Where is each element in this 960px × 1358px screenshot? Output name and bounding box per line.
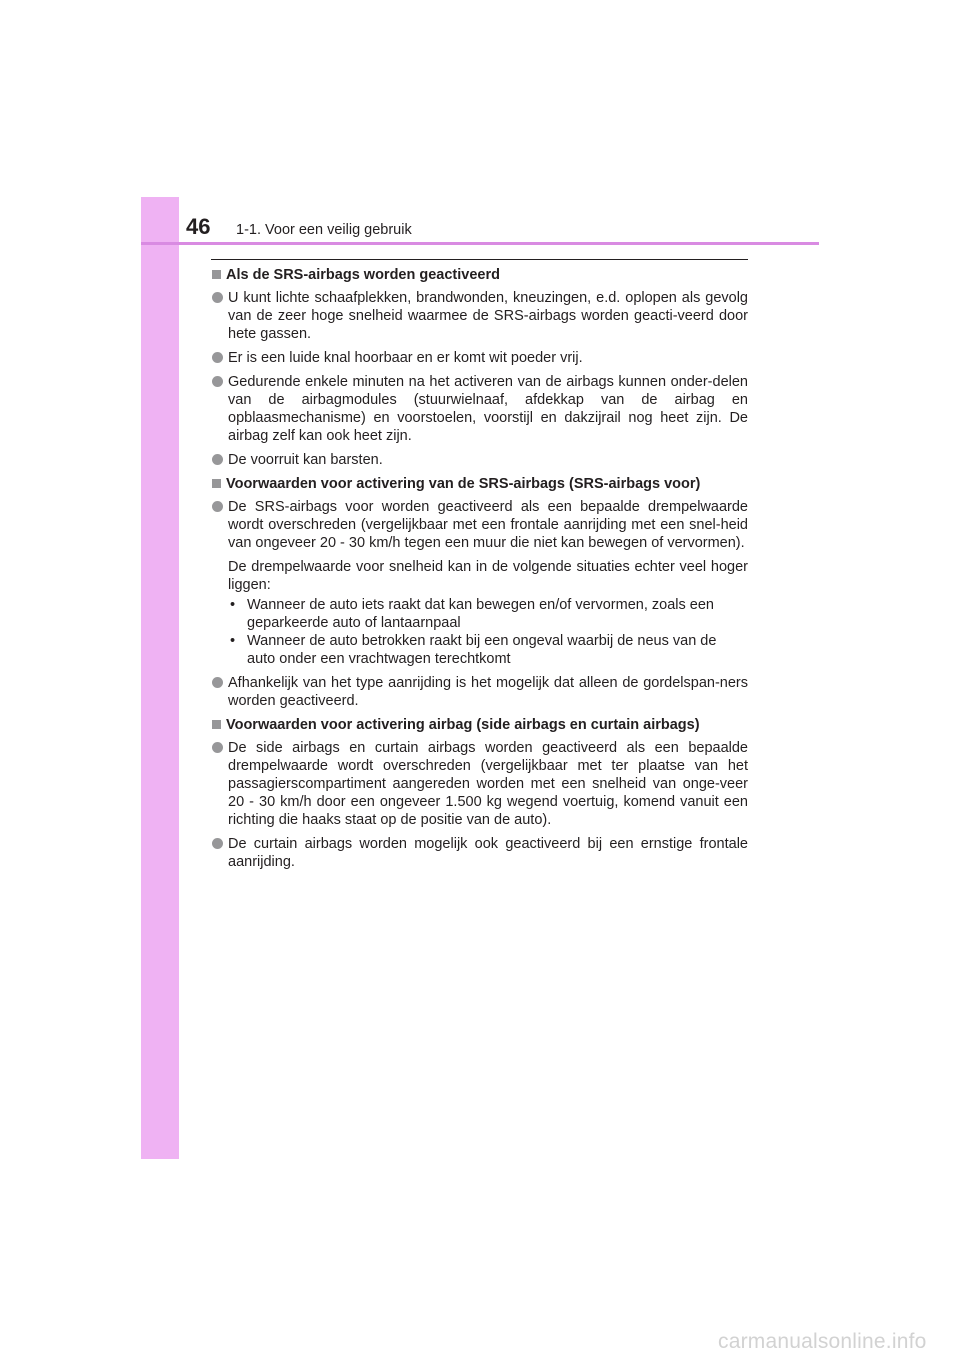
list-item-text: Er is een luide knal hoorbaar en er komt wit poeder vrij.	[228, 350, 583, 366]
sub-list	[228, 596, 748, 668]
list-item	[212, 373, 748, 445]
section	[211, 475, 748, 710]
page-number: 46	[186, 214, 211, 239]
sub-list-item	[228, 632, 748, 668]
header-rule	[141, 242, 819, 245]
section-heading	[211, 266, 748, 284]
section-heading	[211, 716, 748, 734]
list-item-text: De voorruit kan barsten.	[228, 452, 383, 468]
circle-bullet-icon	[212, 352, 223, 363]
square-bullet-icon	[212, 270, 221, 279]
list-item-text: U kunt lichte schaafplekken, brandwonden, kneuzingen, e.d. oplopen als gevolg van de zeer hoge snelheid waarmee de SRS-airbags worden geacti-veerd door hete gassen.	[228, 290, 748, 342]
sub-list-item-text: Wanneer de auto iets raakt dat kan bewegen en/of vervormen, zoals een geparkeerde auto of lantaarnpaal	[247, 597, 714, 631]
sub-list-item-text: Wanneer de auto betrokken raakt bij een ongeval waarbij de neus van de auto onder een vrachtwagen terechtkomt	[247, 633, 717, 667]
circle-bullet-icon	[212, 838, 223, 849]
list-item-text: Afhankelijk van het type aanrijding is het mogelijk dat alleen de gordelspan-ners worden geactiveerd.	[228, 675, 748, 709]
list-item	[212, 289, 748, 343]
section	[211, 716, 748, 871]
dot-marker: •	[230, 597, 236, 613]
list-item	[212, 835, 748, 871]
list-item	[212, 674, 748, 710]
list-item-text: De SRS-airbags voor worden geactiveerd als een bepaalde drempelwaarde wordt overschreden (vergelijkbaar met een frontale aanrijding met een snel-heid van ongeveer 20 - 30 km/h tegen een muur die niet kan bewegen of vervormen).	[228, 499, 748, 551]
list-item	[212, 498, 748, 668]
circle-bullet-icon	[212, 501, 223, 512]
list-item	[212, 739, 748, 829]
square-bullet-icon	[212, 720, 221, 729]
section	[211, 266, 748, 469]
list-item-text: De curtain airbags worden mogelijk ook geactiveerd bij een ernstige frontale aanrijding.	[228, 836, 748, 870]
watermark-link[interactable]: carmanualsonline.info	[718, 1330, 927, 1353]
list-item	[212, 349, 748, 367]
section-heading	[211, 475, 748, 493]
circle-bullet-icon	[212, 376, 223, 387]
section-title: Voorwaarden voor activering van de SRS-airbags (SRS-airbags voor)	[226, 476, 701, 492]
list-item-text: Gedurende enkele minuten na het activeren van de airbags kunnen onder-delen van de airbagmodules (stuurwielnaaf, afdekkap van de airbag en opblaasmechanisme) en voorstoelen, voorstijl en dakzijrail nog heet zijn. De airbag zelf kan ook heet zijn.	[228, 374, 748, 444]
list-item-note: De drempelwaarde voor snelheid kan in de volgende situaties echter veel hoger liggen:	[228, 559, 748, 593]
list-item-text: De side airbags en curtain airbags worden geactiveerd als een bepaalde drempelwaarde wordt overschreden (vergelijkbaar met ter plaatse van het passagierscompartiment aangereden worden met een snelheid van onge-veer 20 - 30 km/h door een ongeveer 1.500 kg wegend voertuig, komend vanuit een richting die haaks staat op de positie van de auto).	[228, 740, 748, 828]
circle-bullet-icon	[212, 677, 223, 688]
square-bullet-icon	[212, 479, 221, 488]
circle-bullet-icon	[212, 292, 223, 303]
sub-list-item	[228, 596, 748, 632]
chapter-sidebar	[141, 197, 179, 1159]
list-item	[212, 451, 748, 469]
page-content	[211, 266, 748, 877]
content-divider	[211, 259, 748, 260]
circle-bullet-icon	[212, 454, 223, 465]
section-title: Als de SRS-airbags worden geactiveerd	[226, 267, 500, 283]
section-title: Voorwaarden voor activering airbag (side airbags en curtain airbags)	[226, 717, 700, 733]
circle-bullet-icon	[212, 742, 223, 753]
running-header: 1-1. Voor een veilig gebruik	[236, 222, 412, 238]
dot-marker: •	[230, 633, 236, 649]
